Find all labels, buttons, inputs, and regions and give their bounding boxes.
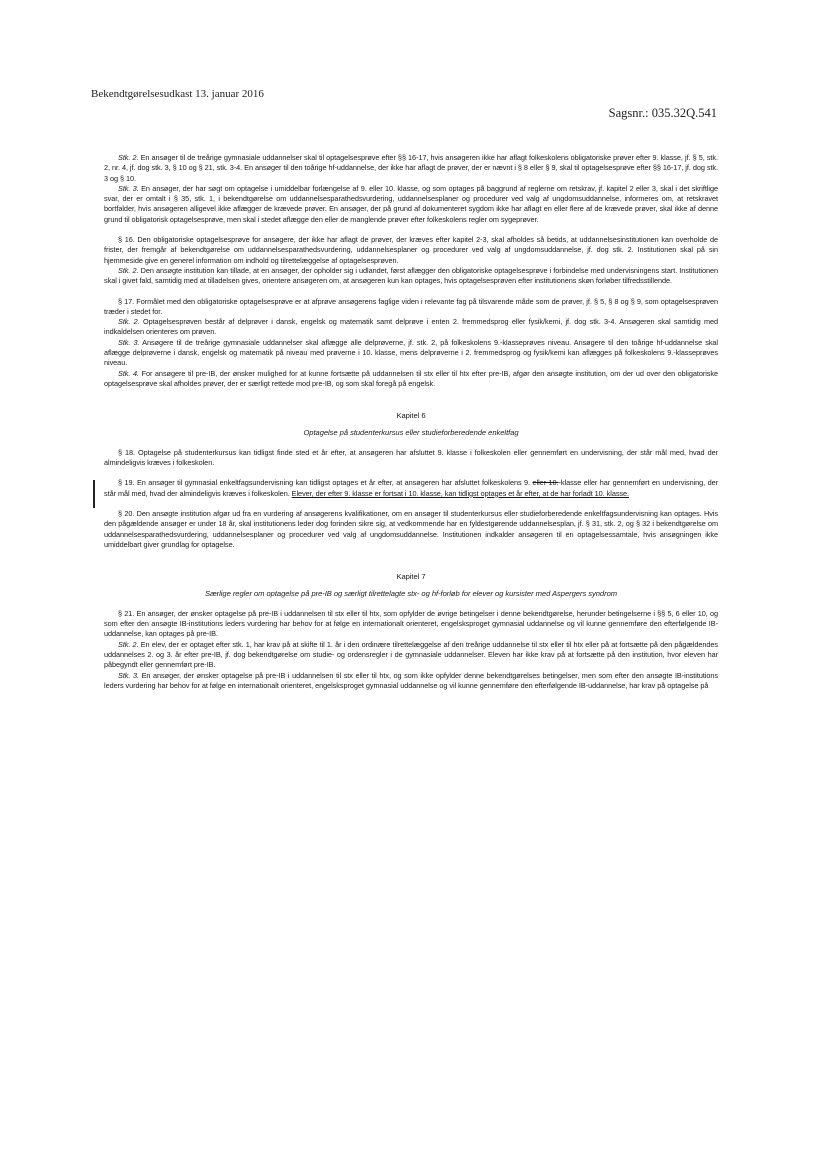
paragraph-text: For ansøgere til pre-IB, der ønsker mulighed for at kunne fortsætte på uddannelsen til stx eller til htx efter pre-IB, afgør den ansøgte institution, om der ud over den obligatoriske optagelsesprøve skal afholdes prøver, der er særligt rettede mod pre-IB, og som skal foregå på engelsk. <box>104 368 718 388</box>
section-18: § 18. Optagelse på studenterkursus kan tidligst finde sted et år efter, at ansøgeren har afsluttet 9. klasse i folkeskolen eller gennemført en undervisning, der står mål med, hvad der almindeligvis kræves i folkeskolen. <box>104 447 718 468</box>
paragraph <box>104 369 718 390</box>
tracked-change-block <box>104 478 718 499</box>
chapter-6-title: Kapitel 6 <box>396 411 426 421</box>
paragraph <box>104 266 718 287</box>
paragraph <box>104 640 718 671</box>
stk-label: Stk. 2. <box>118 639 139 649</box>
stk-label: Stk. 4. <box>118 368 139 378</box>
stk-label: Stk. 3. <box>118 670 139 680</box>
chapter-7-subtitle: Særlige regler om optagelse på pre-IB og særligt tilrettelagte stx- og hf-forløb for elever og kursister med Aspergers syndrom <box>204 588 618 598</box>
paragraph-text: Den ansøgte institution kan tillade, at en ansøger, der opholder sig i udlandet, først aflægger den obligatoriske optagelsesprøve i forbindelse med undervisningens start. Institutionen skal i givet fald, samtidig med at tilladelsen gives, orientere ansøgeren om, at ansøgeren kun kan optages, hvis optagelsesprøven efter institutionens skøn forløber tilfredsstillende. <box>104 265 718 286</box>
paragraph-text: En ansøger til de treårige gymnasiale uddannelser skal til optagelsesprøve efter §§ 16-17, hvis ansøgeren ikke har aflagt folkeskolens obligatoriske prøver efter 9. klasse, jf. § 5, stk. 2, nr. 4, jf. dog stk. 3, § 10 og § 21, stk. 3-4. En ansøger til den toårige hf-uddannelse, der ikke har aflagt de prøver, der er nævnt i § 8 eller § 9, skal til optagelsesprøve efter §§ 16-17, jf. dog stk. 3 og § 10. <box>104 153 718 183</box>
section-20: § 20. Den ansøgte institution afgør ud fra en vurdering af ansøgerens kvalifikationer, om en ansøger til studenterkursus eller studieforberedende enkeltfagsundervisning kan optages. Hvis den pågældende ansøger er under 18 år, skal institutionens leder dog forinden sikre sig, at vedkommende har en fyldestgørende uddannelsesplan, jf. § 31, stk. 2, og § 32 i bekendtgørelse om uddannelsesparathedsvurdering, uddannelsesplaner og procedurer ved valg af ungdomsuddannelse. Institutionen indkalder ansøgeren til en optagelsessamtale, hvis ansøgningen ikke umiddelbart giver grundlag for optagelse. <box>104 509 718 549</box>
change-bar <box>93 480 95 508</box>
section-17: § 17. Formålet med den obligatoriske optagelsesprøve er at afprøve ansøgerens faglige viden i relevante fag på tilsvarende måde som de prøver, jf. § 5, § 8 og § 9, som optagelsesprøven træder i stedet for. <box>104 296 718 316</box>
case-number: Sagsnr.: 035.32Q.541 <box>608 106 717 120</box>
inserted-text: Elever, der efter 9. klasse er fortsat i 10. klasse, kan tidligst optages et år efter, at de har forladt 10. klasse. <box>291 488 630 498</box>
document-body <box>104 153 718 691</box>
paragraph-text: En ansøger, der har søgt om optagelse i umiddelbar forlængelse af 9. eller 10. klasse, og som optages på baggrund af reglerne om retskrav, jf. kapitel 2 eller 3, skal i det skriftlige svar, der er omtalt i § 35, stk. 1, i bekendtgørelse om uddannelsesparathedsvurdering, uddannelsesplaner og procedurer ved valg af ungdomsuddannelse, informeres om, at retskravet bortfalder, hvis ansøgeren alligevel ikke aflægger de krævede prøver. En ansøger, der på grund af dokumenteret sygdom ikke har aflagt en eller flere af de krævede prøver, skal ikke af denne grund til obligatorisk optagelsesprøve, men skal i stedet aflægge den eller de manglende prøver efter folkeskolens regler om sygeprøver. <box>104 183 718 224</box>
stk-label: Stk. 2. <box>118 317 140 327</box>
paragraph-text: Optagelsesprøven består af delprøver i dansk, engelsk og matematik samt delprøve i enten 2. fremmedsprog eller fysik/kemi, jf. dog stk. 3-4. Ansøgeren skal samtidig med indkaldelsen orienteres om prøven. <box>104 317 718 337</box>
paragraph <box>104 338 718 369</box>
stk-label: Stk. 3. <box>118 183 139 193</box>
section-21: § 21. En ansøger, der ønsker optagelse på pre-IB i uddannelsen til stx eller til htx, som opfylder de øvrige betingelser i denne bekendtgørelse, herunder betingelserne i §§ 5, 6 eller 10, og som efter den ansøgte IB-institutions leders vurdering har behov for at følge en internationalt orienteret, engelsksproget gymnasial uddannelse og vil kunne gennemføre den efterfølgende IB-uddannelse, kan optages på pre-IB. <box>104 608 718 639</box>
paragraph <box>104 317 718 338</box>
deleted-text: eller 10. <box>532 478 559 488</box>
section-19: § 19. En ansøger til gymnasial enkeltfagsundervisning kan tidligst optages et år efter, at ansøgeren har afsluttet folkeskolens 9. eller 10.-klasse eller har gennemført en undervisning, der står mål med, hvad der almindeligvis kræves i folkeskolen. Elever, der efter 9. klasse er fortsat i 10. klasse, kan tidligst optages et år efter, at de har forladt 10. klasse. <box>104 478 719 498</box>
stk-label: Stk. 2. <box>118 265 139 275</box>
paragraph-text: Ansøgere til de treårige gymnasiale uddannelser skal aflægge alle delprøverne, jf. stk. 2, på folkeskolens 9.-klasseprøves niveau. Ansøgere til den toårige hf-uddannelse skal aflægge delprøverne i dansk, engelsk og matematik på niveau med prøverne i 10. klasse, mens delprøverne i 2. fremmedsprog og fysik/kemi kan aflægges på folkeskolens 9.-klasseprøves niveau. <box>104 337 718 368</box>
paragraph <box>104 671 718 692</box>
paragraph-text: En elev, der er optaget efter stk. 1, har krav på at skifte til 1. år i den ordinære tilrettelæggelse af den treårige uddannelse til stx eller til htx eller på at fortsætte på den pågældendes uddannelses 2. og 3. år efter pre-IB, jf. dog bekendtgørelse om studie- og ordensregler i de gymnasiale uddannelser. Eleven har ikke krav på at fortsætte på den institution, hvor eleven har påbegyndt eller gennemført pre-IB. <box>104 639 718 670</box>
paragraph <box>104 184 718 225</box>
draft-date-header: Bekendtgørelsesudkast 13. januar 2016 <box>91 88 264 100</box>
chapter-6-subtitle: Optagelse på studenterkursus eller studieforberedende enkeltfag <box>303 427 519 437</box>
paragraph-text: En ansøger, der ønsker optagelse på pre-IB i uddannelsen til stx eller til htx, og som ikke opfylder denne bekendtgørelses betingelser, men som efter den ansøgte IB-institutions leders vurdering har behov for at følge en internationalt orienteret, engelsksproget gymnasial uddannelse og vil kunne gennemføre den efterfølgende IB-uddannelse, har krav på optagelse på <box>104 670 719 690</box>
stk-label: Stk. 2. <box>118 153 139 162</box>
section-16: § 16. Den obligatoriske optagelsesprøve for ansøgere, der ikke har aflagt de prøver, der kræves efter kapitel 2-3, skal afholdes så betids, at uddannelsesinstitutionen kan overholde de frister, der fremgår af bekendtgørelse om uddannelsesparathedsvurdering, uddannelsesplaner og procedurer ved valg af ungdomsuddannelse, jf. dog stk. 2. Institutionen skal på sin hjemmeside give en generel information om indhold og tilrettelæggelse af optagelsesprøven. <box>104 235 718 265</box>
paragraph <box>104 153 718 184</box>
chapter-7-title: Kapitel 7 <box>396 572 426 582</box>
stk-label: Stk. 3. <box>118 337 140 347</box>
